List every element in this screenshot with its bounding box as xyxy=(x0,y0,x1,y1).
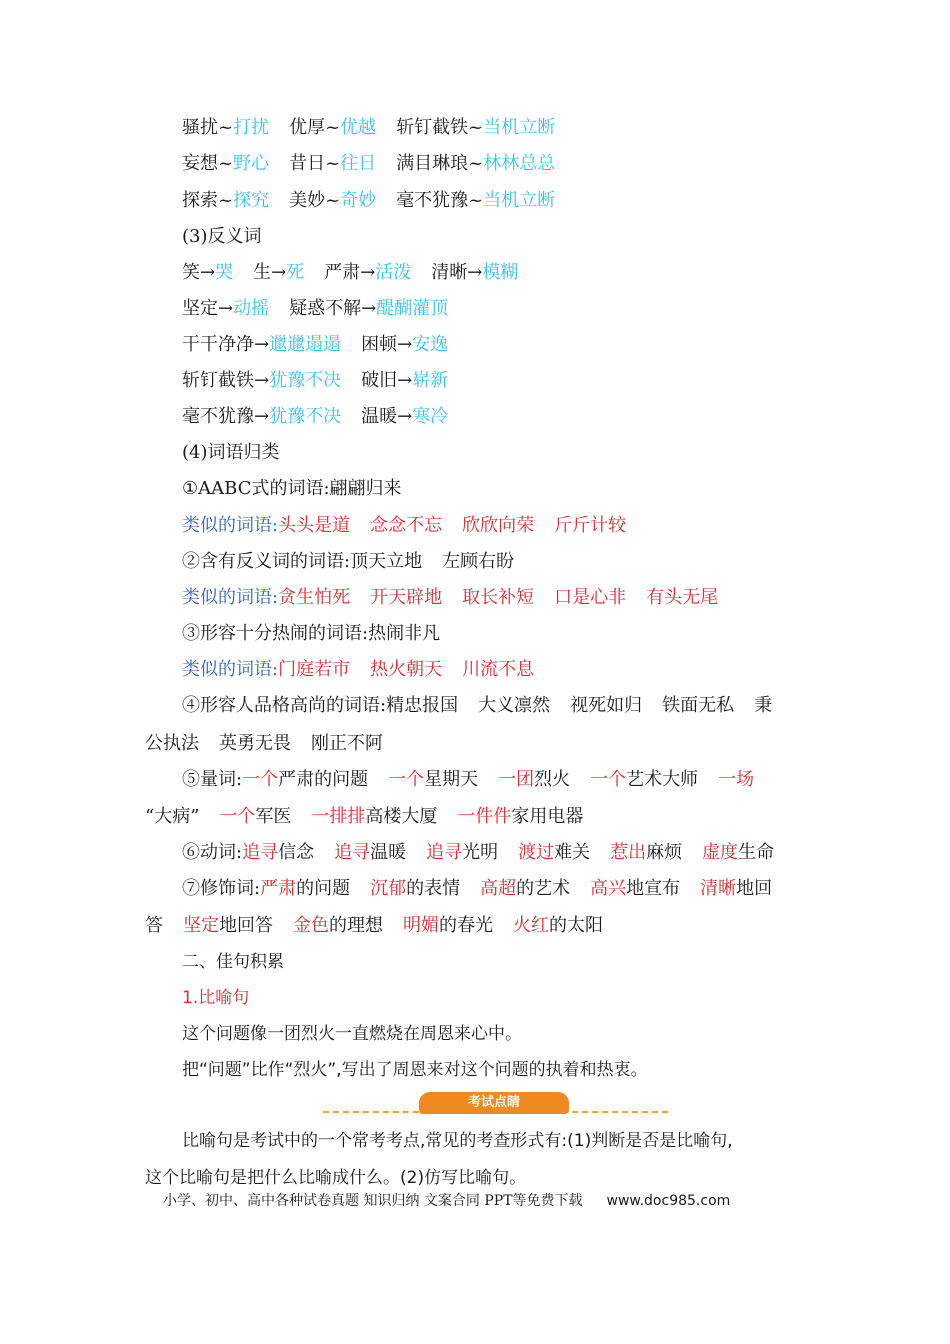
antonym-row-2 xyxy=(182,294,448,324)
highlight: 高超 xyxy=(480,878,517,899)
word: 清晰→ xyxy=(431,262,483,283)
lively-similar-line xyxy=(182,655,534,685)
text: 的艺术 xyxy=(516,878,571,899)
example: 英勇无畏 xyxy=(219,733,291,754)
highlight: 惹出 xyxy=(610,842,647,863)
highlight: 虚度 xyxy=(702,842,739,863)
antonym-words-line xyxy=(182,547,514,577)
label: ①AABC式的词语: xyxy=(182,478,330,499)
text: 地回 xyxy=(736,878,773,899)
antonym: 犹豫不决 xyxy=(269,370,342,391)
highlight: 追寻 xyxy=(334,842,371,863)
word: 美妙~ xyxy=(289,190,341,211)
example: 公执法 xyxy=(145,733,199,754)
text: 的问题 xyxy=(296,878,351,899)
label: ⑦修饰词: xyxy=(182,878,261,899)
synonym: 当机立断 xyxy=(483,117,556,138)
text: 烈火 xyxy=(534,769,571,790)
antonym: 邋邋遢遢 xyxy=(269,334,342,355)
exam-banner xyxy=(323,1092,668,1120)
highlight: 一排排 xyxy=(311,806,366,827)
similar-label: 类似的词语: xyxy=(182,515,279,536)
example: 热闹非凡 xyxy=(368,623,441,644)
antonym-row-4 xyxy=(182,366,448,396)
similar-word: 念念不忘 xyxy=(370,515,443,536)
word: 破旧→ xyxy=(361,370,413,391)
measure-line-1 xyxy=(182,765,754,795)
synonym: 当机立断 xyxy=(483,190,556,211)
antonym-row-3 xyxy=(182,330,448,360)
similar-word: 头头是道 xyxy=(278,515,351,536)
text: 严肃的问题 xyxy=(278,769,369,790)
highlight: 渡过 xyxy=(518,842,555,863)
synonym-row-1 xyxy=(182,113,555,143)
word: 毫不犹豫~ xyxy=(396,190,484,211)
antonym: 哭 xyxy=(215,262,234,283)
similar-label: 类似的词语: xyxy=(182,587,279,608)
example: 铁面无私 xyxy=(662,695,735,716)
word: 昔日~ xyxy=(289,153,341,174)
synonym: 探究 xyxy=(233,190,270,211)
label: ④形容人品格高尚的词语:精忠报国 xyxy=(182,695,459,716)
antonym-row-5 xyxy=(182,402,448,432)
metaphor-heading: 1.比喻句 xyxy=(182,988,250,1008)
example: 刚正不阿 xyxy=(311,733,383,754)
word: 毫不犹豫→ xyxy=(182,406,270,427)
highlight: 金色 xyxy=(293,915,329,936)
word: 优厚~ xyxy=(289,117,341,138)
antonym: 动摇 xyxy=(233,298,270,319)
text: 地宣布 xyxy=(626,878,681,899)
classify-heading: (4)词语归类 xyxy=(182,442,280,463)
synonym: 林林总总 xyxy=(483,153,556,174)
example: 大义凛然 xyxy=(478,695,551,716)
example: 视死如归 xyxy=(570,695,643,716)
text: 温暖 xyxy=(370,842,407,863)
synonym-row-2 xyxy=(182,149,555,179)
example: 顶天立地 xyxy=(350,551,423,572)
word: 骚扰~ xyxy=(182,117,234,138)
synonym: 打扰 xyxy=(233,117,270,138)
text: 麻烦 xyxy=(646,842,683,863)
metaphor-note: 把“问题”比作“烈火”,写出了周恩来对这个问题的执着和热衷。 xyxy=(182,1060,648,1080)
synonym: 野心 xyxy=(233,153,270,174)
text: 难关 xyxy=(554,842,591,863)
highlight: 一件件 xyxy=(457,806,512,827)
highlight: 一个 xyxy=(590,769,627,790)
exam-text-line-2: 这个比喻句是把什么比喻成什么。(2)仿写比喻句。 xyxy=(145,1168,527,1188)
antonym: 醍醐灌顶 xyxy=(376,298,449,319)
similar-word: 口是心非 xyxy=(554,587,627,608)
similar-label: 类似的词语: xyxy=(182,659,279,680)
antonym-row-1 xyxy=(182,258,518,288)
synonym: 奇妙 xyxy=(340,190,377,211)
example: 左顾右盼 xyxy=(442,551,515,572)
synonym-row-3 xyxy=(182,186,555,216)
highlight: 追寻 xyxy=(242,842,279,863)
footer xyxy=(163,1190,730,1212)
text: 家用电器 xyxy=(511,806,584,827)
label: ⑥动词: xyxy=(182,842,243,863)
footer-text: 小学、初中、高中各种试卷真题 知识归纳 文案合同 PPT等免费下载 xyxy=(163,1193,583,1209)
similar-word: 川流不息 xyxy=(462,659,535,680)
word: 干干净净→ xyxy=(182,334,270,355)
similar-word: 有头无尾 xyxy=(646,587,719,608)
lively-line xyxy=(182,619,440,649)
example: 翩翩归来 xyxy=(329,478,402,499)
synonym: 优越 xyxy=(340,117,377,138)
highlight: 一场 xyxy=(718,769,755,790)
text: 信念 xyxy=(278,842,315,863)
synonym: 往日 xyxy=(340,153,377,174)
text: 的表情 xyxy=(406,878,461,899)
antonym: 寒冷 xyxy=(412,406,449,427)
similar-word: 门庭若市 xyxy=(278,659,351,680)
text: 星期天 xyxy=(424,769,479,790)
word: 探索~ xyxy=(182,190,234,211)
exam-banner-label: 考试点睛 xyxy=(419,1092,569,1114)
word: 疑惑不解→ xyxy=(289,298,377,319)
text: 高楼大厦 xyxy=(365,806,438,827)
highlight: 火红 xyxy=(513,915,549,936)
similar-word: 取长补短 xyxy=(462,587,535,608)
antonym: 死 xyxy=(286,262,305,283)
word: 笑→ xyxy=(182,262,216,283)
text: “大病” xyxy=(145,806,200,827)
word: 坚定→ xyxy=(182,298,234,319)
word: 满目琳琅~ xyxy=(396,153,484,174)
text: 军医 xyxy=(255,806,292,827)
text: 生命 xyxy=(738,842,775,863)
aabc-similar-line xyxy=(182,511,626,541)
similar-word: 热火朝天 xyxy=(370,659,443,680)
word: 困顿→ xyxy=(361,334,413,355)
word: 斩钉截铁→ xyxy=(182,370,270,391)
noble-line-2 xyxy=(145,729,383,759)
exam-text-line-1: 比喻句是考试中的一个常考考点,常见的考查形式有:(1)判断是否是比喻句, xyxy=(182,1131,733,1151)
highlight: 追寻 xyxy=(426,842,463,863)
antonym: 犹豫不决 xyxy=(269,406,342,427)
antonyms-heading: (3)反义词 xyxy=(182,226,262,247)
similar-word: 贪生怕死 xyxy=(278,587,351,608)
text: 的春光 xyxy=(439,915,493,936)
similar-word: 斤斤计较 xyxy=(554,515,627,536)
antonym: 模糊 xyxy=(482,262,519,283)
text: 艺术大师 xyxy=(626,769,699,790)
highlight: 高兴 xyxy=(590,878,627,899)
highlight: 一团 xyxy=(498,769,535,790)
modifiers-line-2 xyxy=(145,911,603,941)
measure-line-2 xyxy=(145,802,583,832)
label: ③形容十分热闹的词语: xyxy=(182,623,369,644)
highlight: 明媚 xyxy=(403,915,439,936)
text: 的理想 xyxy=(329,915,383,936)
antonym: 崭新 xyxy=(412,370,449,391)
modifiers-line-1 xyxy=(182,874,772,904)
text: 光明 xyxy=(462,842,499,863)
highlight: 一个 xyxy=(219,806,256,827)
highlight: 一个 xyxy=(242,769,279,790)
highlight: 沉郁 xyxy=(370,878,407,899)
similar-word: 欣欣向荣 xyxy=(462,515,535,536)
label: ②含有反义词的词语: xyxy=(182,551,351,572)
text: 的太阳 xyxy=(549,915,603,936)
text: 答 xyxy=(145,915,163,936)
highlight: 严肃 xyxy=(260,878,297,899)
word: 严肃→ xyxy=(324,262,376,283)
word: 温暖→ xyxy=(361,406,413,427)
noble-line-1 xyxy=(182,691,772,721)
text: 地回答 xyxy=(219,915,273,936)
word: 生→ xyxy=(253,262,287,283)
section-two-heading: 二、佳句积累 xyxy=(182,952,284,972)
verbs-line xyxy=(182,838,774,868)
example: 秉 xyxy=(754,695,773,716)
metaphor-sentence: 这个问题像一团烈火一直燃烧在周恩来心中。 xyxy=(182,1024,522,1044)
word: 斩钉截铁~ xyxy=(396,117,484,138)
highlight: 清晰 xyxy=(700,878,737,899)
antonym: 安逸 xyxy=(412,334,449,355)
antonym-words-similar-line xyxy=(182,583,718,613)
highlight: 一个 xyxy=(388,769,425,790)
label: ⑤量词: xyxy=(182,769,243,790)
similar-word: 开天辟地 xyxy=(370,587,443,608)
word: 妄想~ xyxy=(182,153,234,174)
aabc-line xyxy=(182,474,402,504)
highlight: 坚定 xyxy=(183,915,219,936)
footer-url[interactable]: www.doc985.com xyxy=(606,1193,731,1209)
antonym: 活泼 xyxy=(375,262,412,283)
